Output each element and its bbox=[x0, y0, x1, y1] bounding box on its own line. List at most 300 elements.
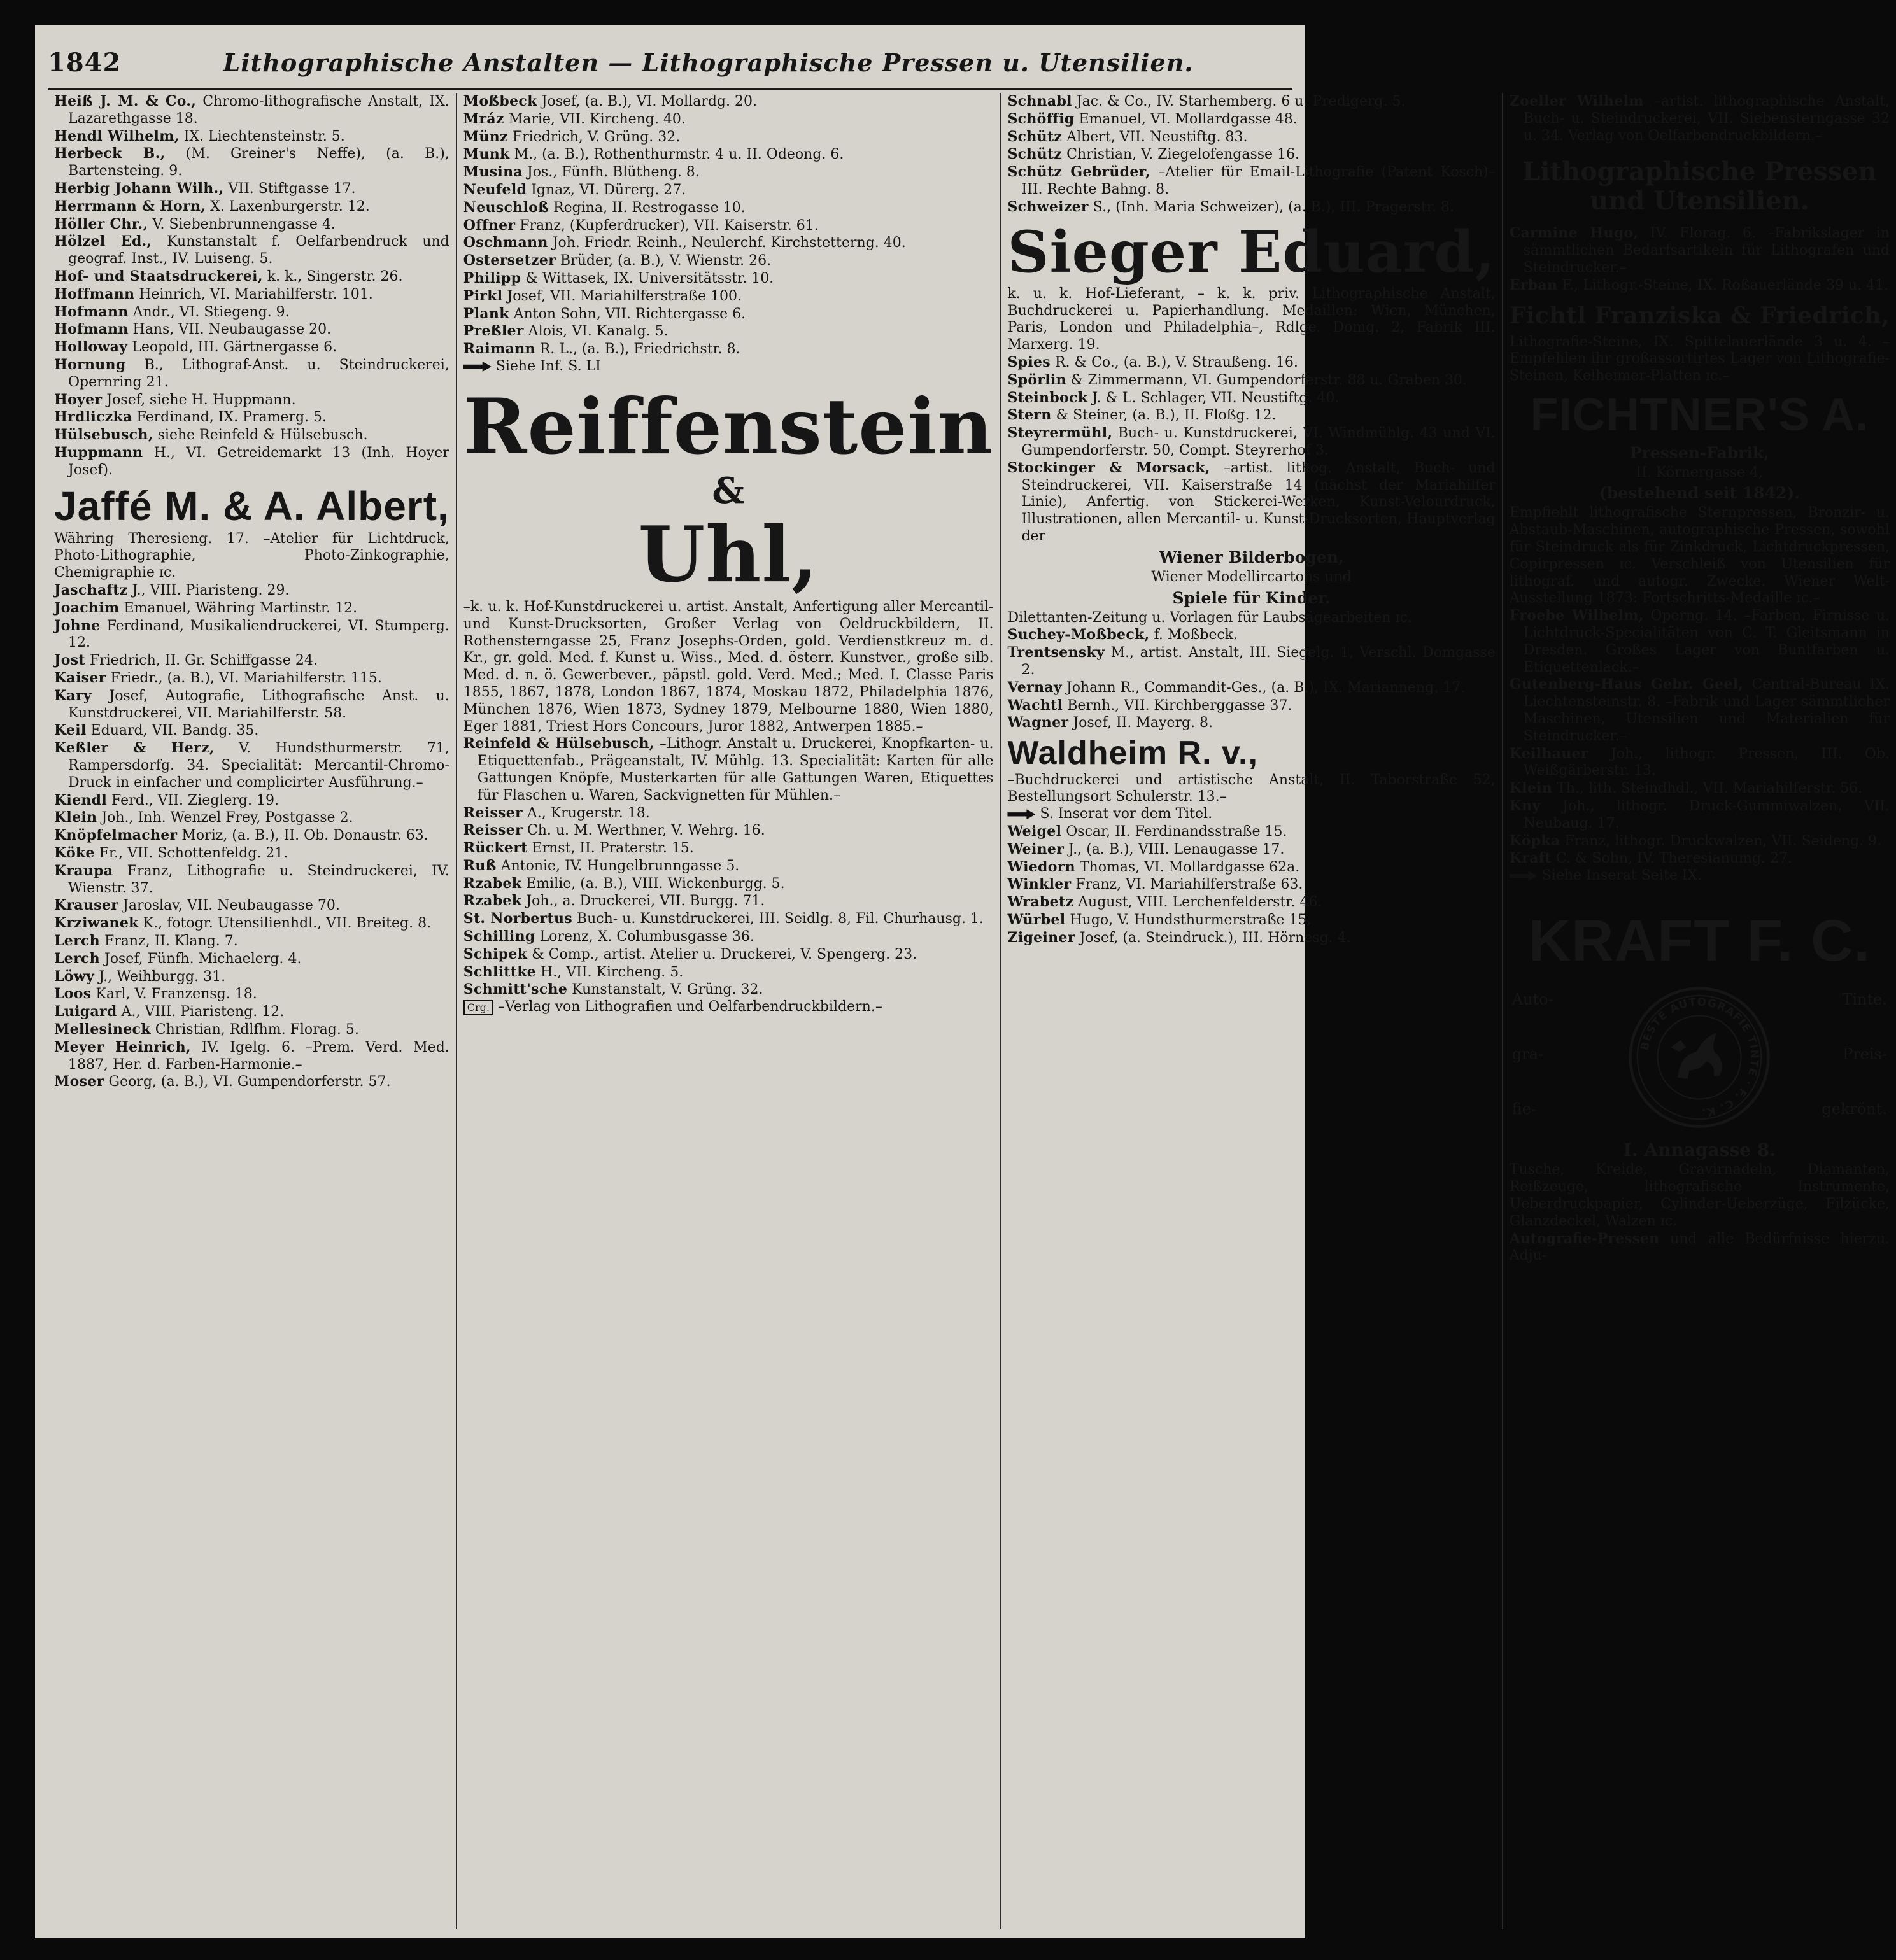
directory-entry bbox=[54, 687, 449, 723]
directory-entry bbox=[1510, 833, 1890, 850]
directory-entry bbox=[463, 805, 994, 822]
entry-name: Offner bbox=[463, 216, 516, 234]
directory-entry bbox=[463, 306, 994, 323]
directory-entry bbox=[1510, 277, 1890, 295]
entry-name: Philipp bbox=[463, 269, 521, 286]
directory-entry bbox=[1007, 390, 1495, 407]
advert-text-waldheim: –Buchdruckerei und artistische Anstalt, II. Taborstraße 52, Bestellungsort Schulerstr. 13.– bbox=[1007, 772, 1496, 805]
entry-list bbox=[463, 735, 994, 999]
directory-entry bbox=[1007, 111, 1495, 129]
directory-entry bbox=[1510, 676, 1890, 745]
entry-name: Klein bbox=[1509, 780, 1553, 797]
directory-entry bbox=[54, 968, 449, 986]
entry-text: Josef, (a. B.), VI. Mollardg. 20. bbox=[537, 94, 757, 109]
entry-name: Hofmann bbox=[54, 321, 129, 338]
entry-name: Hoyer bbox=[54, 391, 103, 408]
directory-entry bbox=[54, 427, 449, 444]
directory-entry bbox=[463, 822, 994, 840]
directory-entry bbox=[1007, 697, 1495, 715]
entry-name: Raimann bbox=[463, 341, 535, 358]
entry-text: A., Krugerstr. 18. bbox=[522, 805, 650, 821]
entry-name: Keßler & Herz, bbox=[54, 740, 215, 757]
directory-entry bbox=[463, 288, 994, 306]
entry-name: Huppmann bbox=[54, 444, 143, 461]
directory-entry bbox=[54, 652, 449, 670]
column-2 bbox=[457, 93, 1001, 1929]
directory-entry bbox=[54, 897, 449, 915]
fichtl-name: Fichtl Franziska & Friedrich, bbox=[1509, 302, 1890, 329]
directory-entry bbox=[1007, 129, 1495, 146]
entry-text: V. Siebenbrunnengasse 4. bbox=[148, 216, 336, 232]
stockinger-line-2: Wiener Modellircartons und bbox=[1151, 568, 1352, 585]
entry-text: Bernh., VII. Kirchberggasse 37. bbox=[1063, 697, 1292, 714]
directory-entry bbox=[54, 304, 449, 321]
seal-label: Auto- bbox=[1511, 991, 1553, 1009]
entry-name: Mráz bbox=[463, 110, 504, 127]
entry-name: Schütz bbox=[1007, 128, 1063, 145]
directory-entry bbox=[1510, 850, 1890, 868]
advert-name-kraft: KRAFT F. C. bbox=[1528, 908, 1871, 973]
seal-label: fie- bbox=[1511, 1100, 1537, 1118]
entry-name: Vernay bbox=[1007, 679, 1062, 696]
entry-name: Münz bbox=[463, 128, 508, 145]
entry-text: J., Weihburgg. 31. bbox=[94, 968, 226, 985]
directory-entry bbox=[54, 827, 449, 845]
entry-name: Rzabek bbox=[463, 875, 522, 892]
entry-text: Georg, (a. B.), VI. Gumpendorferstr. 57. bbox=[104, 1074, 391, 1090]
entry-text: Joh., lithogr. Druck-Gummiwalzen, VII. Neubaug. 17. bbox=[1523, 798, 1890, 831]
page-title: Lithographische Anstalten — Lithographische Pressen u. Utensilien. bbox=[223, 48, 1194, 77]
entry-name: Lerch bbox=[54, 932, 100, 949]
seal-label: Tinte. bbox=[1842, 991, 1887, 1009]
directory-entry bbox=[54, 339, 449, 356]
column-1 bbox=[48, 93, 457, 1929]
directory-entry bbox=[54, 233, 449, 268]
entry-text: Lorenz, X. Columbusgasse 36. bbox=[535, 929, 754, 945]
entry-name: Neufeld bbox=[463, 181, 527, 198]
entry-name: Stockinger & Morsack, bbox=[1007, 459, 1210, 476]
entry-name: Munk bbox=[463, 146, 510, 163]
entry-text: Ernst, II. Praterstr. 15. bbox=[527, 840, 694, 857]
entry-name: Rückert bbox=[463, 840, 528, 857]
entry-name: Wachtl bbox=[1007, 696, 1063, 714]
entry-text: Central-Bureau IX. Liechtensteinstr. 8. –Fabrik und Lager sämmtlicher Maschinen, Utensilien und Materialien für Steindrucker.– bbox=[1523, 677, 1890, 744]
directory-entry bbox=[1007, 894, 1495, 912]
advert-text-reiffenstein: –k. u. k. Hof-Kunstdruckerei u. artist. Anstalt, Anfertigung aller Mercantil- und Kunst-Drucksorten, Großer Verlag von Oeldruckbildern, II. Rothensterngasse 25, Franz Josephs-Orden, gold. Verdienstkreuz m. d. Kr., gr. gold. Med. f. Kunst u. Wiss., Med. d. österr. Kunstver., große silb. Med. d. n. ö. Gewerbever., päpstl. gold. Verd. Med.; Med. I. Classe Paris 1855, 1867, 1878, London 1867, 1874, Moskau 1872, Philadelphia 1876, München 1876, Wien 1873, Sydney 1879, Melbourne 1880, Wien 1880, Eger 1881, Triest Hors Concours, Juror 1882, Antwerpen 1885.– bbox=[463, 598, 994, 735]
directory-entry bbox=[54, 845, 449, 863]
entry-text: Leopold, III. Gärtnergasse 6. bbox=[127, 339, 337, 356]
entry-text: Emanuel, VI. Mollardgasse 48. bbox=[1074, 111, 1298, 127]
entry-text: –Atelier für Email-Lithografie (Patent Kosch)– III. Rechte Bahng. 8. bbox=[1021, 164, 1496, 197]
fichtner-line-1: Pressen-Fabrik, bbox=[1629, 443, 1770, 462]
entry-name: Schütz bbox=[1007, 146, 1063, 163]
entry-name: Hoffmann bbox=[54, 285, 135, 302]
entry-name: Löwy bbox=[54, 968, 95, 985]
directory-entry bbox=[54, 321, 449, 339]
entry-text: Anton Sohn, VII. Richtergasse 6. bbox=[509, 306, 746, 322]
entry-text: K., fotogr. Utensilienhdl., VII. Breiteg. 8. bbox=[138, 915, 432, 932]
entry-name: Moser bbox=[54, 1073, 104, 1090]
directory-entry bbox=[1007, 929, 1495, 947]
directory-entry bbox=[54, 216, 449, 234]
entry-text: F., Lithogr.-Steine, IX. Roßauerlände 39 u. 41. bbox=[1557, 277, 1888, 293]
entry-text: k. k., Singerstr. 26. bbox=[262, 268, 403, 285]
advert-name-reiffenstein: Reiffenstein bbox=[463, 381, 994, 472]
directory-entry bbox=[1007, 823, 1495, 841]
entry-text: Franz, (Kupferdrucker), VII. Kaiserstr. 61. bbox=[515, 217, 819, 234]
seal-label: Preis- bbox=[1843, 1045, 1887, 1064]
entry-text: Franz, Lithografie u. Steindruckerei, IV. Wienstr. 37. bbox=[68, 863, 449, 896]
entry-text: Emilie, (a. B.), VIII. Wickenburgg. 5. bbox=[521, 875, 785, 892]
page-number: 1842 bbox=[48, 47, 122, 78]
directory-entry bbox=[1007, 644, 1495, 679]
entry-text: Karl, V. Franzensg. 18. bbox=[91, 986, 257, 1003]
entry-text: Christian, Rdlfhm. Florag. 5. bbox=[150, 1021, 359, 1038]
entry-text: Friedrich, V. Grüng. 32. bbox=[507, 129, 681, 145]
entry-name: Wiedorn bbox=[1007, 858, 1075, 875]
entry-text: X. Laxenburgerstr. 12. bbox=[206, 198, 370, 215]
entry-text: IX. Liechtensteinstr. 5. bbox=[179, 128, 345, 145]
entry-text: Josef, VII. Mariahilferstraße 100. bbox=[502, 288, 742, 304]
directory-entry bbox=[54, 792, 449, 810]
entry-text: R. & Co., (a. B.), V. Straußeng. 16. bbox=[1050, 354, 1298, 370]
column-4 bbox=[1503, 93, 1896, 1929]
entry-name: Froebe Wilhelm, bbox=[1509, 607, 1644, 624]
entry-name: Hrdliczka bbox=[54, 409, 132, 426]
entry-name: Hölzel Ed., bbox=[54, 233, 152, 250]
entry-text: Joh., lithogr. Pressen, III. Ob. Weißgärberstr. 13. bbox=[1523, 745, 1890, 779]
directory-entry bbox=[1007, 460, 1495, 546]
entry-name: Jaschaftz bbox=[54, 582, 128, 599]
directory-entry bbox=[54, 600, 449, 617]
directory-entry bbox=[54, 722, 449, 740]
schmitt-tail: Crg. –Verlag von Lithografien und Oelfarbendruckbildern.– bbox=[463, 999, 994, 1016]
entry-name: Klein bbox=[54, 809, 97, 826]
advert-text-jaffe: Währing Theresieng. 17. –Atelier für Lichtdruck, Photo-Lithographie, Photo-Zinkographie, Chemigraphie ɪc. bbox=[54, 530, 449, 581]
plank-reference: Siehe Inf. S. LI bbox=[463, 358, 994, 376]
entry-name: Wagner bbox=[1007, 714, 1069, 731]
entry-text: Jos., Fünfh. Blüthenɡ. 8. bbox=[522, 164, 700, 181]
entry-name: Schilling bbox=[463, 928, 535, 945]
directory-entry bbox=[54, 391, 449, 409]
entry-text: Friedrich, II. Gr. Schiffgasse 24. bbox=[85, 652, 318, 669]
running-head bbox=[48, 37, 1292, 90]
entry-name: Keil bbox=[54, 722, 87, 739]
directory-entry bbox=[463, 946, 994, 964]
advert-text-fichtner: Empfiehlt lithografische Sternpressen, Bronzir- u. Abstaub-Maschinen, autographische Pressen, sowohl für Steindruck als für Zinkdruck, Lichtdruckpressen, Copirpressen ɪc. Verschleiß von Utensilien für lithograf. und autogr. Zwecke. Wiener Welt-Ausstellung 1873: Fortschritts-Medaille ɪc.– bbox=[1509, 505, 1890, 607]
directory-entry bbox=[463, 111, 994, 129]
directory-entry bbox=[463, 910, 994, 928]
directory-entry bbox=[1007, 859, 1495, 877]
directory-entry bbox=[1007, 425, 1495, 460]
kraft-text: Tusche, Kreide, Gravirnadeln, Diamanten, Reißzeuge, lithografische Instrumente, Ueberdruckpapier, Cylinder-Ueberzüge, Filzücke, Glanzdeckel, Walzen ɪc. bbox=[1509, 1162, 1890, 1229]
entry-name: Luigard bbox=[54, 1003, 117, 1020]
entry-name: Keilhauer bbox=[1509, 745, 1588, 762]
crg-badge: Crg. bbox=[463, 1000, 493, 1015]
directory-entry bbox=[54, 985, 449, 1003]
entry-name: Gutenberg-Haus Gebr. Geel, bbox=[1509, 676, 1744, 693]
entry-text: Buch- u. Kunstdruckerei, VI. Windmühlg. 43 und VI. Gumpendorferstr. 50, Compt. Steyrerhof 3. bbox=[1021, 425, 1496, 458]
entry-text: Joh. Friedr. Reinh., Neulerchf. Kirchstetterng. 40. bbox=[548, 235, 906, 251]
entry-name: Preßler bbox=[463, 323, 524, 340]
entry-name: Zigeiner bbox=[1007, 929, 1075, 946]
entry-text: –artist. lithog. Anstalt, Buch- und Steindruckerei, VII. Kaiserstraße 14 (nächst der Mariahilfer Linie), Anfertig. von Stickerei-Werken, Kunst-Velourdruck, Illustrationen, allen Mercantil- u. Kunst-Drucksorten, Hauptverlag der bbox=[1021, 460, 1496, 544]
entry-text: Friedr., (a. B.), VI. Mariahilferstr. 115. bbox=[106, 670, 382, 687]
directory-entry bbox=[54, 1021, 449, 1039]
entry-name: Reinfeld & Hülsebusch, bbox=[463, 735, 654, 752]
entry-text: Emanuel, Währing Martinstr. 12. bbox=[119, 600, 358, 616]
directory-entry bbox=[1007, 407, 1495, 425]
directory-entry bbox=[54, 268, 449, 286]
directory-entry bbox=[54, 863, 449, 898]
entry-text: Josef, II. Mayerg. 8. bbox=[1068, 715, 1213, 731]
entry-name: Wrabetz bbox=[1007, 894, 1074, 911]
directory-entry bbox=[1007, 679, 1495, 697]
directory-entry bbox=[463, 875, 994, 893]
advert-name-jaffe: Jaffé M. & A. Albert, bbox=[54, 483, 449, 529]
entry-text: Joh., Inh. Wenzel Frey, Postgasse 2. bbox=[97, 810, 353, 826]
entry-name: Kny bbox=[1509, 797, 1541, 814]
entry-text: Kunstanstalt, V. Grüng. 32. bbox=[567, 982, 763, 998]
entry-list bbox=[1510, 93, 1890, 145]
directory-entry bbox=[54, 1003, 449, 1021]
waldheim-reference: S. Inserat vor dem Titel. bbox=[1007, 806, 1495, 823]
directory-entry bbox=[54, 444, 449, 479]
directory-entry bbox=[1007, 164, 1495, 199]
directory-entry bbox=[54, 950, 449, 968]
directory-entry bbox=[54, 145, 449, 180]
directory-entry bbox=[463, 857, 994, 875]
pointing-hand-icon bbox=[1007, 809, 1035, 819]
directory-entry bbox=[54, 1073, 449, 1091]
entry-list bbox=[1007, 823, 1495, 947]
kraft-reference: Siehe Inserat Seite IX. bbox=[1510, 868, 1890, 885]
entry-name: Spies bbox=[1007, 353, 1051, 370]
entry-name: Moßbeck bbox=[463, 93, 537, 109]
entry-name: Kraupa bbox=[54, 862, 113, 879]
entry-name: Rzabek bbox=[463, 892, 522, 910]
entry-text: S., (Inh. Maria Schweizer), (a. B.), III. Pragerstr. 8. bbox=[1088, 199, 1454, 215]
directory-entry bbox=[1007, 714, 1495, 732]
entry-text: Franz, lithogr. Druckwalzen, VII. Seideng. 9. bbox=[1560, 833, 1882, 849]
entry-text: IV. Florag. 6. –Fabrikslager in sämmtlichen Bedarfsartikeln für Lithografen und Steindrucker.– bbox=[1523, 225, 1890, 276]
pointing-hand-icon bbox=[463, 362, 492, 372]
entry-name: Trentsensky bbox=[1007, 644, 1105, 661]
entry-name: Plank bbox=[463, 305, 509, 322]
fichtner-line-2: II. Körnergasse 4, bbox=[1636, 464, 1764, 481]
entry-name: Schmitt'sche bbox=[463, 981, 568, 998]
entry-name: Carmine Hugo, bbox=[1509, 225, 1639, 242]
directory-entry bbox=[54, 582, 449, 600]
svg-text:BESTE AUTOGRAFIE TINTE · F. C.: BESTE AUTOGRAFIE TINTE · F. C. K. bbox=[1638, 995, 1762, 1120]
stockinger-heading-1: Wiener Bilderbogen, bbox=[1159, 547, 1344, 567]
directory-entry bbox=[463, 199, 994, 217]
directory-entry bbox=[1007, 626, 1495, 644]
directory-entry bbox=[1510, 745, 1890, 780]
entry-name: Loos bbox=[54, 985, 92, 1003]
directory-entry bbox=[54, 93, 449, 128]
directory-entry bbox=[463, 928, 994, 946]
section-heading: Lithographische Pressen und Utensilien. bbox=[1522, 157, 1877, 216]
entry-list bbox=[1007, 626, 1495, 732]
directory-entry bbox=[1007, 912, 1495, 929]
entry-text: Alois, VI. Kanalg. 5. bbox=[523, 323, 669, 340]
entry-name: Reisser bbox=[463, 822, 523, 839]
directory-entry bbox=[54, 409, 449, 427]
entry-text: –artist. lithographische Anstalt, Buch- u. Steindruckerei, VII. Siebensterngasse 32 u. 34. Verlag von Oelfarbendruckbildern.– bbox=[1523, 94, 1890, 144]
fichtl-text: Lithografie-Steine, IX. Spittelauerlände 3 u. 4. –Empfehlen ihr großassortirtes Lager von Lithografie-Steinen, Kelheimer-Platten ɪc.– bbox=[1509, 334, 1890, 384]
entry-name: Pirkl bbox=[463, 287, 503, 304]
seal-label: gra- bbox=[1511, 1045, 1544, 1064]
entry-list bbox=[54, 93, 449, 479]
entry-text: J., (a. B.), VIII. Lenaugasse 17. bbox=[1064, 841, 1285, 857]
entry-text: Heinrich, VI. Mariahilferstr. 101. bbox=[134, 286, 373, 302]
advert-ampersand: & bbox=[712, 470, 745, 512]
entry-name: Kary bbox=[54, 687, 92, 704]
entry-text: Hans, VII. Neubaugasse 20. bbox=[128, 321, 332, 338]
entry-name: Heiß J. M. & Co., bbox=[54, 93, 197, 109]
directory-entry bbox=[54, 809, 449, 827]
entry-text: Andr., VI. Stiegeng. 9. bbox=[128, 304, 290, 320]
entry-name: Weiner bbox=[1007, 840, 1065, 857]
entry-name: St. Norbertus bbox=[463, 910, 572, 927]
entry-name: Köke bbox=[54, 844, 95, 861]
entry-name: Joachim bbox=[54, 599, 120, 616]
entry-text: V. Hundsthurmerstr. 71, Rampersdorfg. 34. Specialität: Mercantil-Chromo-Druck in einfacher und complicirter Ausführung.– bbox=[68, 740, 449, 791]
entry-name: Zoeller Wilhelm bbox=[1509, 93, 1644, 109]
entry-name: Reisser bbox=[463, 804, 523, 821]
entry-text: VII. Stiftgasse 17. bbox=[223, 180, 356, 197]
directory-entry bbox=[1510, 607, 1890, 676]
entry-name: Suchey-Moßbeck, bbox=[1007, 626, 1150, 644]
directory-entry bbox=[54, 286, 449, 304]
entry-text: Regina, II. Restrogasse 10. bbox=[549, 199, 746, 216]
fichtner-line-3: (bestehend seit 1842). bbox=[1599, 484, 1800, 503]
entry-list bbox=[1510, 607, 1890, 868]
entry-text: Ch. u. M. Werthner, V. Wehrg. 16. bbox=[522, 822, 765, 839]
directory-entry bbox=[463, 181, 994, 199]
directory-entry bbox=[1007, 199, 1495, 216]
entry-text: Josef, siehe H. Huppmann. bbox=[102, 391, 296, 408]
entry-text: Fr., VII. Schottenfeldg. 21. bbox=[94, 845, 288, 861]
entry-name: Jost bbox=[54, 652, 85, 669]
entry-name: Kraft bbox=[1509, 850, 1552, 867]
entry-text: R. L., (a. B.), Friedrichstr. 8. bbox=[535, 341, 740, 358]
directory-entry bbox=[463, 270, 994, 288]
entry-name: Schöffig bbox=[1007, 110, 1075, 127]
directory-entry bbox=[54, 128, 449, 146]
directory-entry bbox=[1007, 354, 1495, 372]
directory-entry bbox=[54, 198, 449, 216]
entry-text: Ferdinand, IX. Pramerg. 5. bbox=[132, 409, 327, 426]
directory-entry bbox=[463, 341, 994, 358]
directory-entry bbox=[54, 617, 449, 652]
directory-entry bbox=[463, 252, 994, 270]
entry-name: Steyrermühl, bbox=[1007, 425, 1113, 442]
entry-name: Steinbock bbox=[1007, 389, 1088, 406]
advert-name-waldheim: Waldheim R. v., bbox=[1007, 735, 1258, 772]
entry-text: Jac. & Co., IV. Starhemberg. 6 u. Predigerg. 5. bbox=[1072, 94, 1406, 109]
entry-name: Hof- und Staatsdruckerei, bbox=[54, 267, 263, 285]
entry-name: Kaiser bbox=[54, 670, 106, 687]
entry-text: Ferd., VII. Zieglerg. 19. bbox=[107, 792, 279, 808]
entry-text: Brüder, (a. B.), V. Wienstr. 26. bbox=[556, 253, 772, 269]
directory-entry bbox=[1510, 780, 1890, 798]
entry-name: Knöpfelmacher bbox=[54, 827, 178, 844]
directory-entry bbox=[463, 129, 994, 146]
entry-text: Eduard, VII. Bandg. 35. bbox=[86, 723, 259, 739]
entry-name: Stern bbox=[1007, 407, 1052, 424]
entry-name: Ostersetzer bbox=[463, 252, 556, 269]
entry-name: Schlittke bbox=[463, 963, 537, 980]
entry-text: –Lithogr. Anstalt u. Druckerei, Knopfkarten- u. Etiquettenfab., Prägeanstalt, IV. Mühlg. 13. Specialität: Karten für alle Gattungen Knöpfe, Musterkarten für alle Gattungen Waren, Etiquettes für Flaschen u. Waren, Sackvignetten für Mühlen.– bbox=[477, 736, 994, 803]
entry-list bbox=[1007, 93, 1495, 216]
entry-name: Krauser bbox=[54, 897, 119, 914]
entry-name: Hendl Wilhelm, bbox=[54, 127, 180, 145]
entry-name: Hornung bbox=[54, 356, 126, 373]
entry-text: Ignaz, VI. Dürerg. 27. bbox=[527, 181, 686, 198]
directory-entry bbox=[463, 93, 994, 111]
entry-text: Ferdinand, Musikaliendruckerei, VI. Stumperg. 12. bbox=[68, 617, 449, 651]
directory-entry bbox=[54, 356, 449, 391]
entry-name: Schweizer bbox=[1007, 198, 1089, 215]
directory-entry bbox=[463, 164, 994, 181]
entry-text: Antonie, IV. Hungelbrunngasse 5. bbox=[496, 857, 740, 874]
directory-entry bbox=[54, 670, 449, 687]
entry-text: H., VII. Kircheng. 5. bbox=[536, 964, 684, 980]
entry-text: Kunstanstalt f. Oelfarbendruck und geograf. Inst., IV. Luiseng. 5. bbox=[68, 234, 449, 267]
entry-name: Weigel bbox=[1007, 823, 1062, 840]
directory-entry bbox=[463, 840, 994, 857]
entry-name: Winkler bbox=[1007, 876, 1072, 893]
directory-entry bbox=[1510, 798, 1890, 833]
entry-name: Schnabl bbox=[1007, 93, 1072, 109]
directory-entry bbox=[54, 915, 449, 933]
directory-entry bbox=[54, 1039, 449, 1074]
entry-text: Jaroslav, VII. Neubaugasse 70. bbox=[118, 898, 340, 914]
entry-text: & Wittasek, IX. Universitätsstr. 10. bbox=[521, 270, 774, 286]
kraft-address: I. Annagasse 8. bbox=[1623, 1139, 1776, 1161]
directory-entry bbox=[1510, 93, 1890, 145]
entry-text: & Zimmermann, VI. Gumpendorferstr. 88 u. Graben 30. bbox=[1066, 372, 1468, 388]
entry-name: Würbel bbox=[1007, 912, 1066, 929]
entry-text: Franz, II. Klang. 7. bbox=[99, 933, 238, 949]
entry-text: J., VIII. Piaristeng. 29. bbox=[127, 582, 290, 599]
entry-list bbox=[1510, 225, 1890, 294]
entry-name: Neuschloß bbox=[463, 199, 549, 216]
directory-entry bbox=[463, 964, 994, 982]
entry-text: Hugo, V. Hundsthurmerstraße 15. bbox=[1065, 912, 1312, 929]
entry-name: Spörlin bbox=[1007, 371, 1066, 388]
directory-entry bbox=[463, 981, 994, 999]
column-3 bbox=[1001, 93, 1503, 1929]
directory-entry bbox=[1007, 841, 1495, 859]
entry-text: C. & Sohn, IV. Theresianumg. 27. bbox=[1551, 850, 1792, 867]
entry-name: Mellesineck bbox=[54, 1020, 151, 1038]
entry-text: Buch- u. Kunstdruckerei, III. Seidlg. 8, Fil. Churhausg. 1. bbox=[572, 911, 984, 927]
directory-entry bbox=[1510, 225, 1890, 276]
advert-name-uhl: Uhl, bbox=[638, 510, 819, 600]
kraft-seal-block bbox=[1510, 982, 1890, 1134]
directory-entry bbox=[463, 323, 994, 341]
directory-entry bbox=[1007, 372, 1495, 390]
entry-name: Kiendl bbox=[54, 791, 108, 808]
entry-text: Thomas, VI. Mollardgasse 62a. bbox=[1075, 859, 1300, 875]
directory-entry bbox=[54, 933, 449, 950]
entry-text: Albert, VII. Neustiftg. 83. bbox=[1062, 129, 1248, 145]
entry-name: Lerch bbox=[54, 950, 100, 967]
entry-text: siehe Reinfeld & Hülsebusch. bbox=[153, 427, 368, 444]
